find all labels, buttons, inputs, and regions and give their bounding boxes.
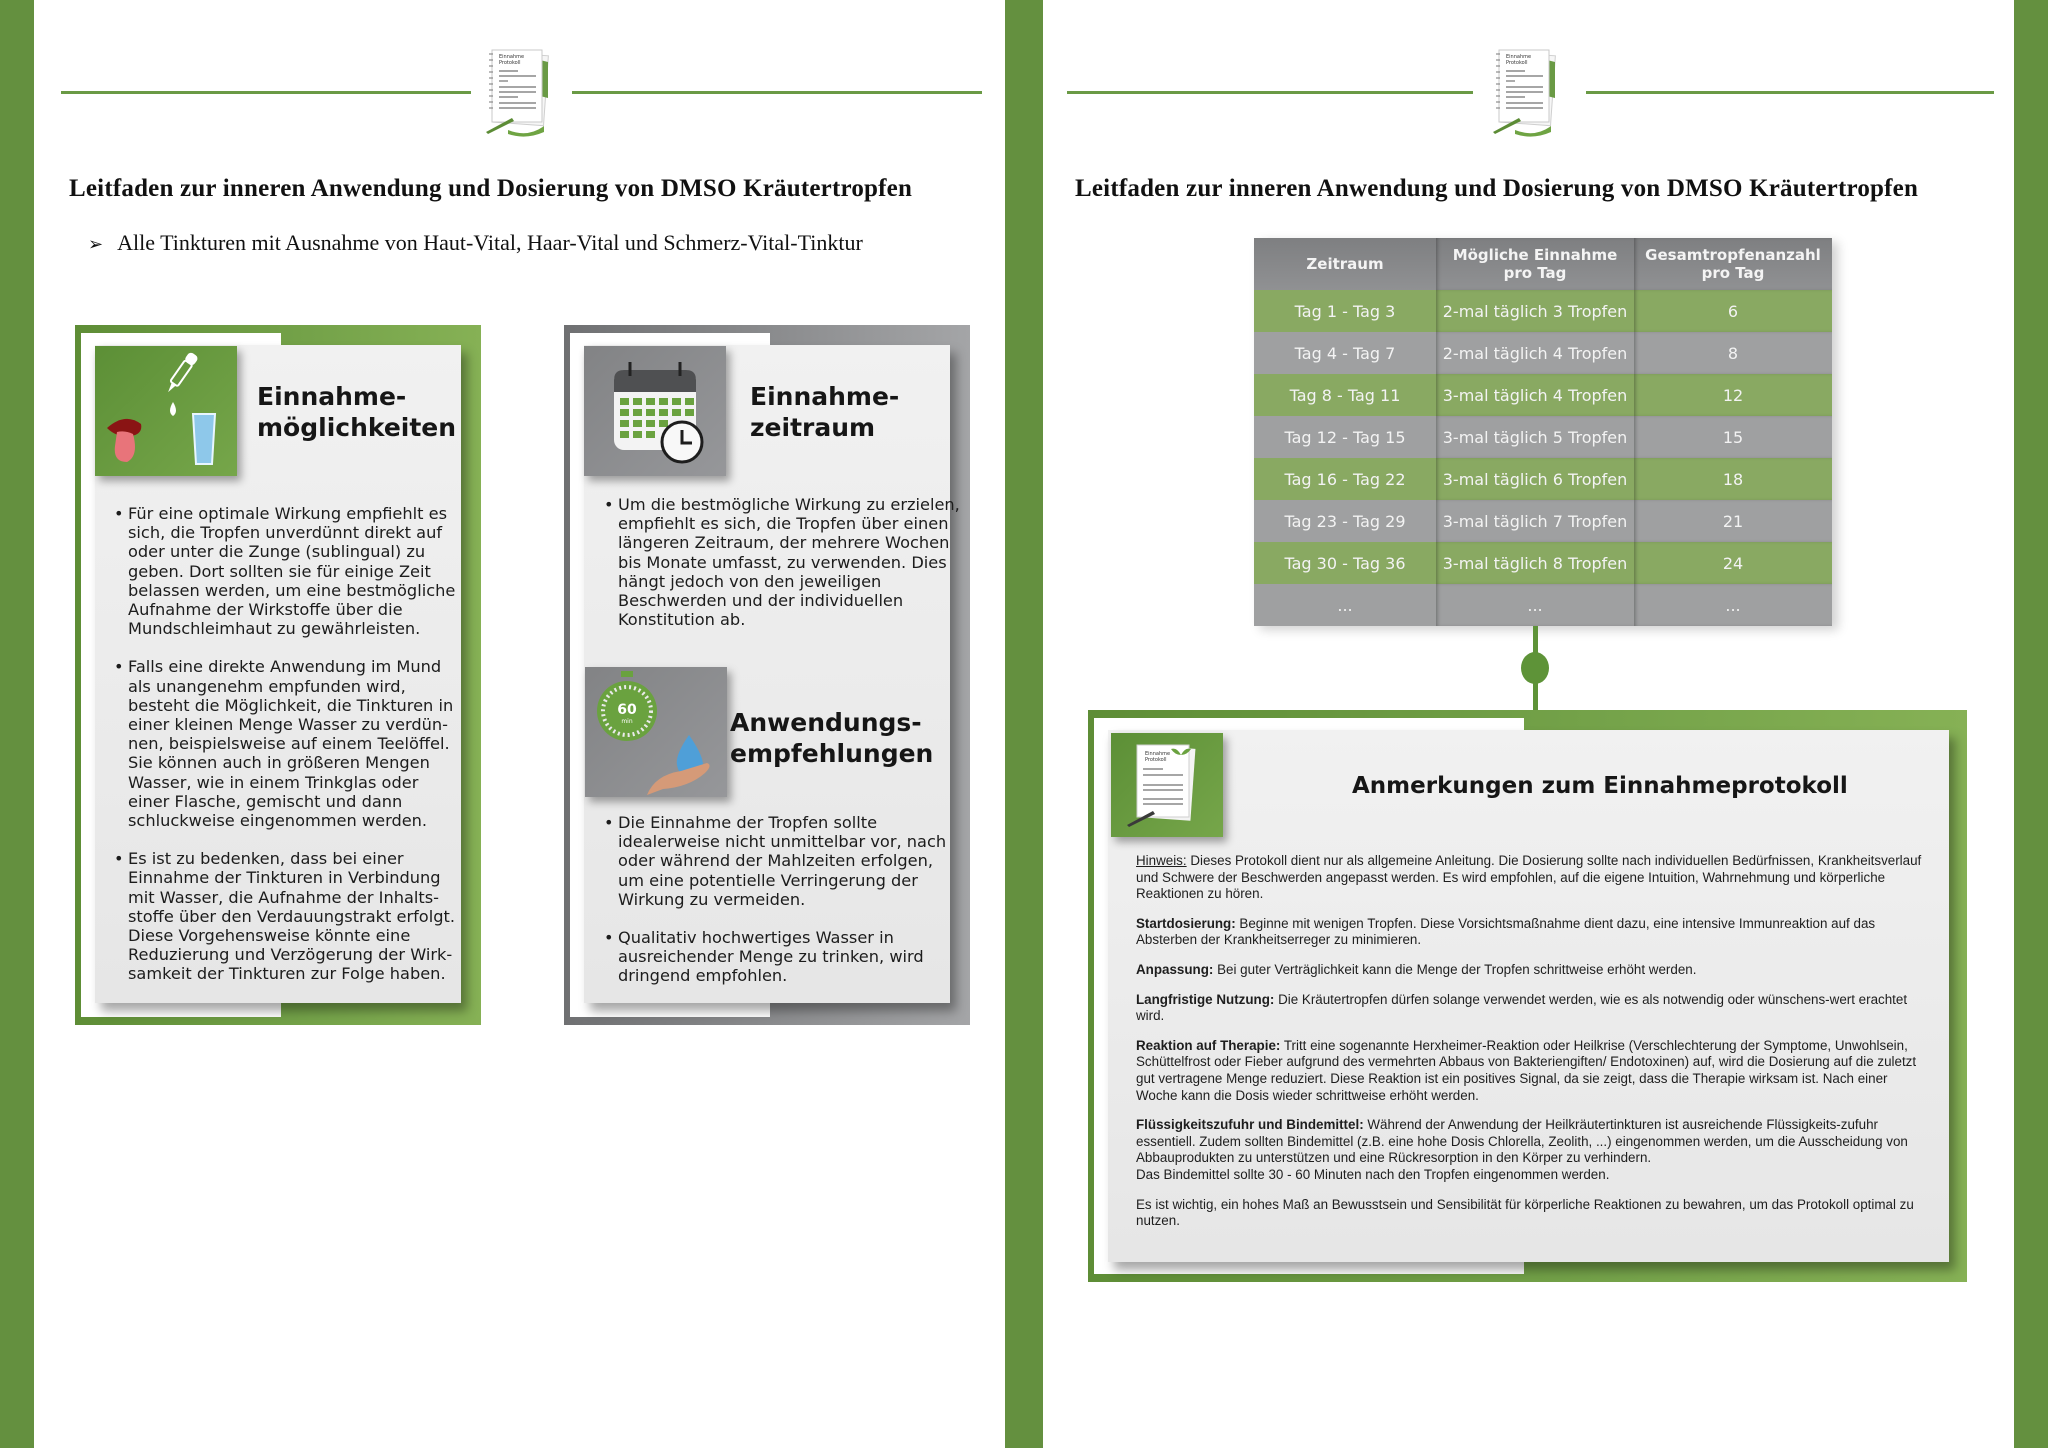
note-reaktion-therapie <box>1136 1038 1926 1104</box>
icon-text-line2: Protokoll <box>1506 60 1528 66</box>
cell-einnahme: 3-mal täglich 7 Tropfen <box>1436 500 1634 542</box>
column-header-zeitraum: Zeitraum <box>1254 238 1436 290</box>
card-accent-side <box>570 333 584 1017</box>
cell-zeitraum: ... <box>1254 584 1436 626</box>
bullet-item: • Qualitativ hochwertiges Wasser in ausreichender Menge zu trinken, wird dringend empfohlen. <box>604 928 960 986</box>
left-page <box>34 0 1005 1448</box>
left-edge-bar <box>0 0 34 1448</box>
notes-body <box>1136 853 1926 1243</box>
bullet-list <box>114 504 464 1003</box>
note-anpassung <box>1136 962 1926 979</box>
card-title <box>730 707 933 769</box>
cell-einnahme: 2-mal täglich 4 Tropfen <box>1436 332 1634 374</box>
page-title: Leitfaden zur inneren Anwendung und Dosierung von DMSO Kräutertropfen <box>1075 175 1919 202</box>
cell-zeitraum: Tag 30 - Tag 36 <box>1254 542 1436 584</box>
table-row <box>1254 416 1832 458</box>
note-text: Beginne mit wenigen Tropfen. Diese Vorsichtsmaßnahme dient dazu, eine intensive Immunreaktion auf das Absterben der Krankheitserreger zu minimieren. <box>1136 915 1876 948</box>
cell-gesamt: 18 <box>1634 458 1832 500</box>
cell-einnahme: 3-mal täglich 4 Tropfen <box>1436 374 1634 416</box>
icon-text-line1: Einnahme <box>1506 54 1532 60</box>
note-label: Langfristige Nutzung: <box>1136 991 1275 1007</box>
header-rule-left <box>61 91 471 94</box>
card-accent-side <box>81 333 95 1017</box>
bullet-item: • Für eine optimale Wirkung empfiehlt es sich, die Tropfen unverdünnt direkt auf oder unter die Zunge (sublingual) zu geben. Dort sollten sie für einige Zeit belassen werden, um eine bestmögliche Aufnahme der Wirkstoffe über die Mundschleimhaut zu gewährleisten. <box>114 504 464 638</box>
note-text: Dieses Protokoll dient nur als allgemeine Anleitung. Die Dosierung sollte nach individuellen Bedürfnissen, Krankheitsverlauf und Schwere der Beschwerden angepasst werden. Es wird empfohlen, auf die eigene Intuition, Wahrnehmung und körperliche Reaktionen zu hören. <box>1136 853 1922 902</box>
scope-note-text: Alle Tinkturen mit Ausnahme von Haut-Vital, Haar-Vital und Schmerz-Vital-Tinktur <box>117 230 863 255</box>
stopwatch-unit: min <box>621 718 633 725</box>
cell-zeitraum: Tag 8 - Tag 11 <box>1254 374 1436 416</box>
right-edge-bar <box>2014 0 2048 1448</box>
note-fluessigkeit-bindemittel <box>1136 1117 1926 1183</box>
table-row <box>1254 542 1832 584</box>
note-text: Tritt eine sogenannte Herxheimer-Reaktion oder Heilkrise (Verschlechterung der Symptome, Unwohlsein, Schüttelfrost oder Fieber aufgrund des vermehrten Abbaus von Bakteriengiften/ Endotoxinen) auf, wird die Dosierung auf die zuletzt gut vertragene Menge reduziert. Diese Reaktion ist ein positives Signal, da sie zeigt, dass die Therapie wirksam ist. Nach einer Woche kann die Dosis wieder schrittweise erhöht werden. <box>1136 1037 1917 1103</box>
cell-einnahme: 3-mal täglich 8 Tropfen <box>1436 542 1634 584</box>
cell-zeitraum: Tag 1 - Tag 3 <box>1254 290 1436 332</box>
page-title: Leitfaden zur inneren Anwendung und Dosierung von DMSO Kräutertropfen <box>69 175 913 202</box>
cell-zeitraum: Tag 16 - Tag 22 <box>1254 458 1436 500</box>
stopwatch-water-hand-icon <box>585 667 727 797</box>
note-startdosierung <box>1136 916 1926 949</box>
note-label: Startdosierung: <box>1136 915 1236 931</box>
cell-gesamt: 12 <box>1634 374 1832 416</box>
protocol-document-icon <box>1485 46 1571 138</box>
cell-einnahme: ... <box>1436 584 1634 626</box>
table-row <box>1254 374 1832 416</box>
protocol-document-icon <box>478 46 564 138</box>
bullet-list <box>604 495 960 648</box>
cell-gesamt: 6 <box>1634 290 1832 332</box>
header-rule-right <box>1586 91 1994 94</box>
card-einnahmemoeglichkeiten <box>75 325 481 1025</box>
note-label: Hinweis: <box>1136 853 1187 868</box>
icon-text-line1: Einnahme <box>1145 751 1171 757</box>
cell-gesamt: 8 <box>1634 332 1832 374</box>
bullet-item: • Falls eine direkte Anwendung im Mund als unangenehm empfunden wird, besteht die Möglichkeit, die Tinkturen in einer kleinen Menge Wasser zu verdün-nen, beispielsweise auf einem Teelöffel. Sie können auch in größeren Mengen Wasser, wie in einem Trinkglas oder einer Flasche, gemischt und dann schluckweise eingenommen werden. <box>114 657 464 830</box>
arrow-bullet-icon: ➢ <box>88 234 104 254</box>
protocol-document-icon <box>1111 733 1223 837</box>
note-text: Es ist wichtig, ein hohes Maß an Bewusstsein und Sensibilität für körperliche Reaktionen zu bewahren, um das Protokoll optimal zu nutzen. <box>1136 1196 1914 1229</box>
table-row <box>1254 584 1832 626</box>
card-title-line2: zeitraum <box>750 413 876 442</box>
table-header-row <box>1254 238 1832 290</box>
cell-zeitraum: Tag 23 - Tag 29 <box>1254 500 1436 542</box>
dosing-table <box>1254 238 1832 626</box>
table-row <box>1254 332 1832 374</box>
cell-gesamt: ... <box>1634 584 1832 626</box>
card-title <box>257 381 456 443</box>
card-title-line2: möglichkeiten <box>257 413 457 442</box>
icon-text-line2: Protokoll <box>1145 757 1167 763</box>
notes-card <box>1088 710 1967 1282</box>
header-rule-left <box>1067 91 1473 94</box>
bullet-item: • Es ist zu bedenken, dass bei einer Einnahme der Tinkturen in Verbindung mit Wasser, die Aufnahme der Inhalts-stoffe über den Verdauungstrakt erfolgt. Diese Vorgehensweise könnte eine Reduzierung und Verzögerung der Wirk-samkeit der Tinkturen zur Folge haben. <box>114 849 464 983</box>
stopwatch-value: 60 <box>617 702 637 718</box>
calendar-clock-icon <box>584 346 726 476</box>
note-text: Bei guter Verträglichkeit kann die Menge der Tropfen schrittweise erhöht werden. <box>1213 961 1697 977</box>
note-extra: Das Bindemittel sollte 30 - 60 Minuten nach den Tropfen eingenommen werden. <box>1136 1166 1610 1182</box>
card-title <box>750 381 899 443</box>
cell-zeitraum: Tag 12 - Tag 15 <box>1254 416 1436 458</box>
center-gutter-bar <box>1005 0 1043 1448</box>
note-label: Anpassung: <box>1136 961 1214 977</box>
icon-text-line1: Einnahme <box>499 54 525 60</box>
icon-text-line2: Protokoll <box>499 60 521 66</box>
card-title-line1: Anwendungs- <box>730 708 922 737</box>
cell-gesamt: 15 <box>1634 416 1832 458</box>
bullet-item: • Die Einnahme der Tropfen sollte idealerweise nicht unmittelbar vor, nach oder während der Mahlzeiten erfolgen, um eine potentielle Verringerung der Wirkung zu vermeiden. <box>604 813 960 909</box>
table-row <box>1254 458 1832 500</box>
note-closing <box>1136 1197 1926 1230</box>
cell-gesamt: 24 <box>1634 542 1832 584</box>
bullet-item: • Um die bestmögliche Wirkung zu erzielen, empfiehlt es sich, die Tropfen über einen längeren Zeitraum, der mehrere Wochen bis Monate umfasst, zu verwenden. Dies hängt jedoch von den jeweiligen Beschwerden und der individuellen Konstitution ab. <box>604 495 960 629</box>
card-title-line1: Einnahme- <box>257 382 407 411</box>
card-title-line2: empfehlungen <box>730 739 934 768</box>
notes-title: Anmerkungen zum Einnahmeprotokoll <box>1352 773 1848 799</box>
table-row <box>1254 500 1832 542</box>
note-hinweis <box>1136 853 1926 903</box>
connector-dot <box>1521 652 1549 684</box>
header-rule-right <box>572 91 982 94</box>
note-label: Reaktion auf Therapie: <box>1136 1037 1281 1053</box>
card-accent-side <box>1094 718 1108 1274</box>
card-einnahmezeitraum <box>564 325 970 1025</box>
note-langfristige-nutzung <box>1136 992 1926 1025</box>
cell-einnahme: 3-mal täglich 6 Tropfen <box>1436 458 1634 500</box>
cell-einnahme: 3-mal täglich 5 Tropfen <box>1436 416 1634 458</box>
scope-note <box>88 230 863 256</box>
note-label: Flüssigkeitszufuhr und Bindemittel: <box>1136 1117 1364 1133</box>
column-header-gesamttropfen: Gesamtropfenanzahl pro Tag <box>1634 238 1832 290</box>
column-header-einnahme: Mögliche Einnahme pro Tag <box>1436 238 1634 290</box>
tongue-dropper-glass-icon <box>95 346 237 476</box>
note-text: Während der Anwendung der Heilkräutertinkturen ist ausreichende Flüssigkeits-zufuhr essentiell. Zudem sollten Bindemittel (z.B. eine hohe Dosis Chlorella, Zeolith, ...) eingenommen werden, um die Ausscheidung von Abbauprodukten zu unterstützen und eine Rückresorption in den Körper zu verhindern. <box>1136 1117 1908 1166</box>
card-title-line1: Einnahme- <box>750 382 900 411</box>
cell-gesamt: 21 <box>1634 500 1832 542</box>
cell-zeitraum: Tag 4 - Tag 7 <box>1254 332 1436 374</box>
bullet-list <box>604 813 960 1005</box>
table-row <box>1254 290 1832 332</box>
cell-einnahme: 2-mal täglich 3 Tropfen <box>1436 290 1634 332</box>
note-text: Die Kräutertropfen dürfen solange verwendet werden, wie es als notwendig oder wünschens-wert erachtet wird. <box>1136 991 1908 1024</box>
